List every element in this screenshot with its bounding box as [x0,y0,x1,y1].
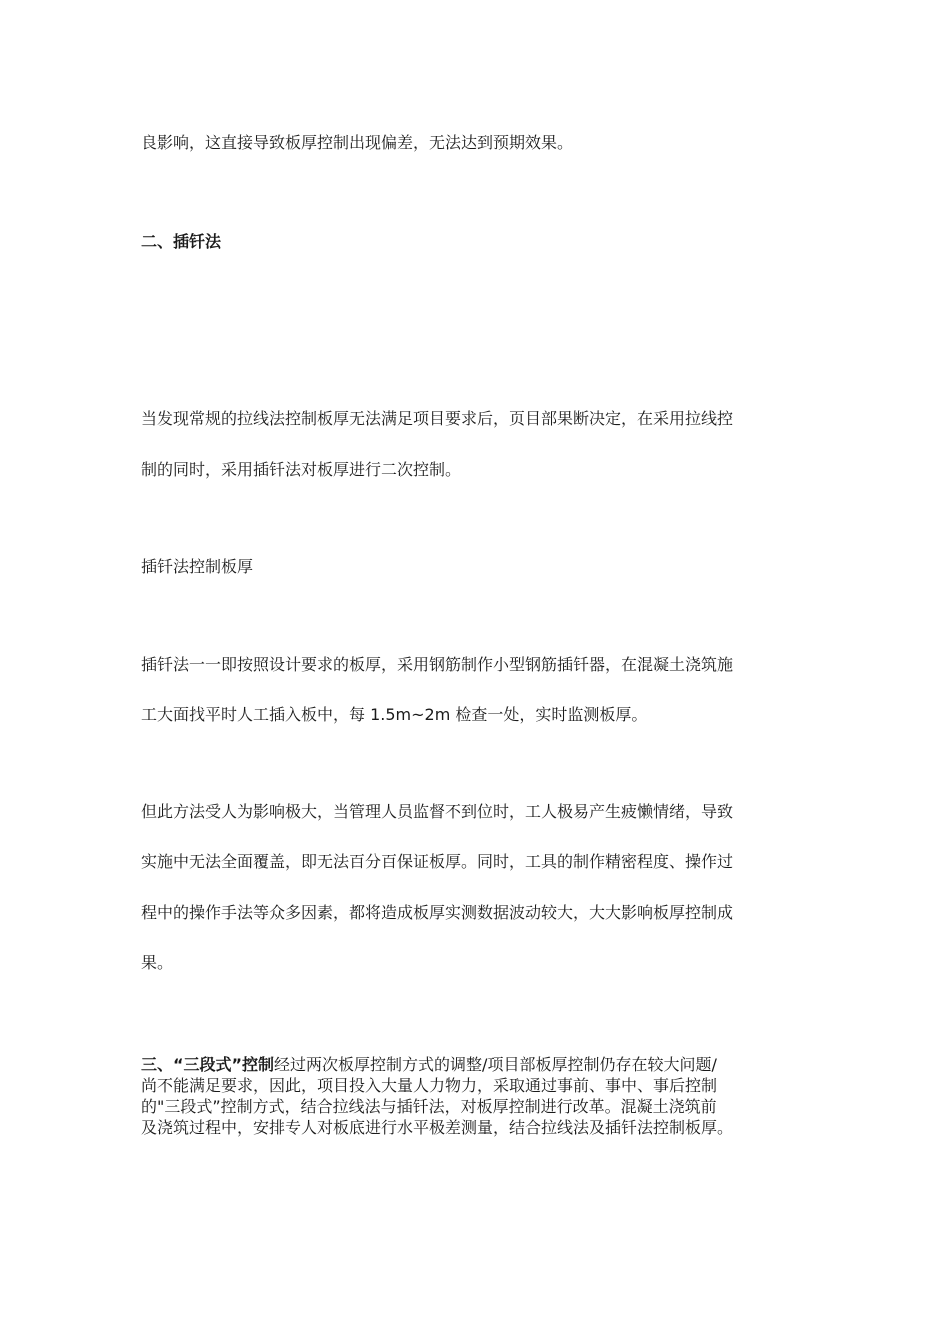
section-three-block [141,1054,811,1138]
paragraph-line: 的"三段式”控制方式，结合拉线法与插钎法，对板厚控制进行改革。混凝土浇筑前 [141,1097,717,1116]
section-heading-2: 二、插钎法 [141,232,222,251]
paragraph-line: 果。 [141,953,174,972]
paragraph-line: 程中的操作手法等众多因素，都将造成板厚实测数据波动较大，大大影响板厚控制成 [141,903,734,922]
paragraph-line: 经过两次板厚控制方式的调整/项目部板厚控制仍存在较大问题/ [274,1055,717,1074]
section-heading-3: 三、“三段式”控制 [141,1055,275,1074]
paragraph-line: 实施中无法全面覆盖，即无法百分百保证板厚。同时，工具的制作精密程度、操作过 [141,852,734,871]
paragraph-line: 当发现常规的拉线法控制板厚无法满足项目要求后，页目部果断决定，在采用拉线控 [141,409,734,428]
paragraph-line: 插钎法一一即按照设计要求的板厚，采用钢筋制作小型钢筋插钎器，在混凝土浇筑施 [141,655,734,674]
paragraph-line: 及浇筑过程中，安排专人对板底进行水平极差测量，结合拉线法及插钎法控制板厚。 [141,1118,734,1137]
paragraph-line: 尚不能满足要求，因此，项目投入大量人力物力，采取通过事前、事中、事后控制 [141,1076,718,1095]
paragraph-line: 工大面找平时人工插入板中，每 1.5m~2m 检查一处，实时监测板厚。 [141,705,648,724]
paragraph-line: 但此方法受人为影响极大，当管理人员监督不到位时，工人极易产生疲懒情绪，导致 [141,802,734,821]
subheading: 插钎法控制板厚 [141,557,254,576]
paragraph-line: 良影响，这直接导致板厚控制出现偏差，无法达到预期效果。 [141,133,574,152]
paragraph-line: 制的同时，采用插钎法对板厚进行二次控制。 [141,460,462,479]
